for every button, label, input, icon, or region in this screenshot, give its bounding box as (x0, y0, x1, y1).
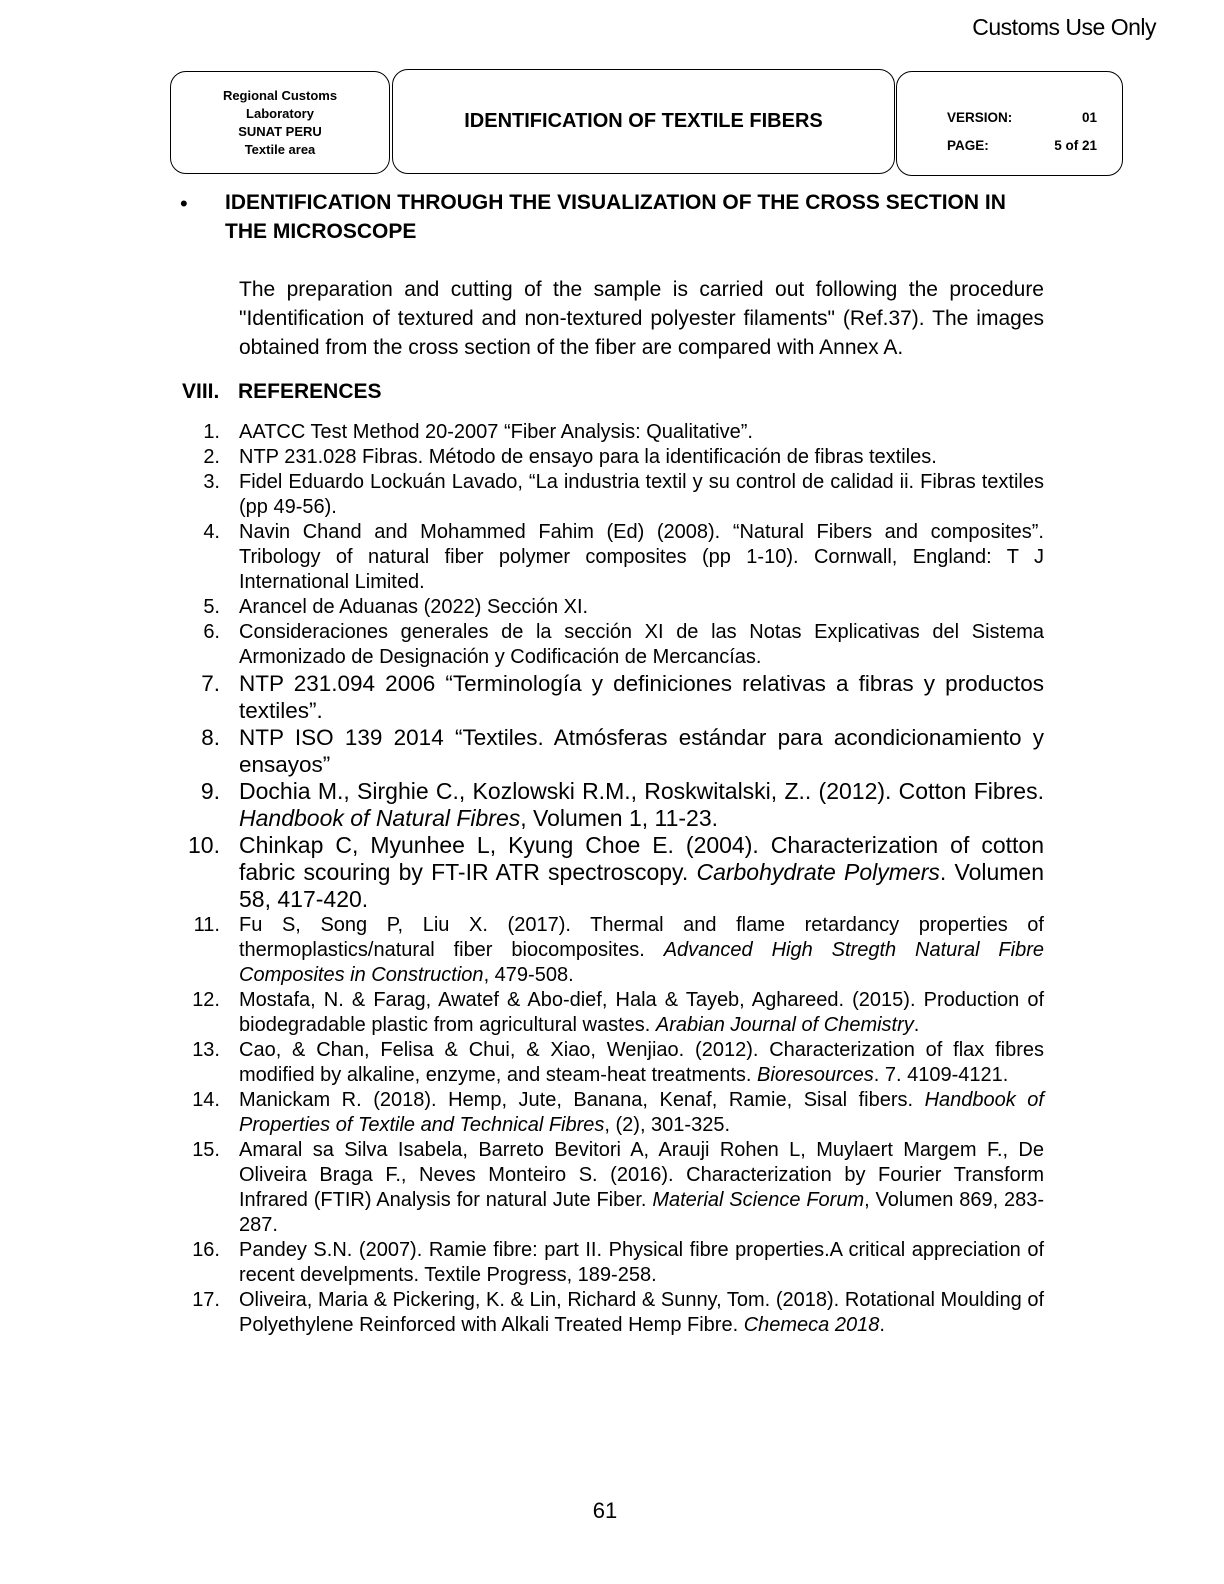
version-page-box (896, 71, 1123, 176)
reference-item (180, 724, 1044, 778)
reference-source-title: Handbook of Natural Fibres (239, 805, 521, 831)
reference-number: 12. (192, 989, 220, 1011)
reference-text: , Volumen 1, 11-23. (520, 805, 719, 831)
reference-text: . (879, 1314, 885, 1336)
version-label: VERSION: (947, 110, 1013, 125)
version-value: 01 (1081, 110, 1097, 125)
reference-item (180, 1088, 1044, 1138)
reference-item (180, 1238, 1044, 1288)
reference-number: 4. (203, 521, 220, 543)
reference-source-title: Carbohydrate Polymers (696, 859, 940, 885)
section-title: IDENTIFICATION THROUGH THE VISUALIZATION OF THE CROSS SECTION IN THE MICROSCOPE (225, 191, 1006, 243)
reference-source-title: Material Science Forum (652, 1189, 865, 1211)
reference-item (180, 520, 1044, 595)
reference-text: Oliveira, Maria & Pickering, K. & Lin, Richard & Sunny, Tom. (2018). Rotational Moulding of Polyethylene Reinforced with Alkali Treated Hemp Fibre. (239, 1289, 1044, 1336)
lab-line: Textile area (244, 141, 316, 157)
reference-text: NTP 231.094 2006 “Terminología y definiciones relativas a fibras y productos textiles”. (239, 671, 1044, 723)
lab-line: Regional Customs (222, 87, 338, 103)
lab-info-box (170, 71, 390, 174)
reference-text: Arancel de Aduanas (2022) Sección XI. (239, 596, 589, 618)
reference-number: 1. (203, 421, 220, 443)
reference-number: 14. (192, 1089, 220, 1111)
reference-text: NTP 231.028 Fibras. Método de ensayo para la identificación de fibras textiles. (239, 446, 937, 468)
reference-text: Amaral sa Silva Isabela, Barreto Bevitori A, Arauji Rohen L, Muylaert Margem F., De Oliveira Braga F., Neves Monteiro S. (2016). Characterization by Fourier Transform Infrared (FTIR) Analysis for natural Jute Fiber. (239, 1139, 1044, 1211)
reference-number: 11. (193, 914, 220, 936)
reference-text: . Volumen 58, 417-420. (239, 859, 1044, 912)
reference-text: Pandey S.N. (2007). Ramie fibre: part II. Physical fibre properties.A critical appreciation of recent develpments. Textile Progress, 189-258. (239, 1239, 1044, 1286)
reference-number: 16. (192, 1239, 220, 1261)
reference-number: 13. (192, 1039, 220, 1061)
cross-section-paragraph: The preparation and cutting of the sample is carried out following the procedure "Identification of textured and non-textured polyester filaments" (Ref.37). The images obtained from the cross section of the fiber are compared with Annex A. (239, 278, 1044, 359)
reference-item (180, 1288, 1044, 1338)
document-title-box (392, 69, 895, 174)
reference-text: . 7. 4109-4121. (873, 1064, 1009, 1086)
reference-item (180, 670, 1044, 724)
lab-line: Laboratory (246, 105, 314, 121)
reference-item (180, 620, 1044, 670)
reference-item (180, 1038, 1044, 1088)
reference-item (180, 913, 1044, 988)
reference-item (180, 470, 1044, 520)
reference-list (180, 420, 1044, 1338)
reference-text: Navin Chand and Mohammed Fahim (Ed) (2008). “Natural Fibers and composites”. Tribology of natural fiber polymer composites (pp 1-10). Cornwall, England: T J International Limited. (239, 521, 1044, 593)
reference-number: 15. (192, 1139, 220, 1161)
reference-item (180, 420, 1044, 445)
reference-item (180, 595, 1044, 620)
reference-number: 2. (203, 446, 220, 468)
section-heading-text: REFERENCES (238, 380, 382, 403)
customs-use-label: Customs Use Only (972, 14, 1156, 40)
reference-text: , Volumen 869, 283-287. (239, 1189, 1045, 1236)
reference-number: 17. (192, 1289, 220, 1311)
reference-item (180, 988, 1044, 1038)
reference-number: 5. (203, 596, 220, 618)
reference-text: , 479-508. (483, 964, 574, 986)
reference-source-title: Handbook of Properties of Textile and Technical Fibres (239, 1089, 1044, 1136)
reference-number: 9. (200, 778, 220, 804)
bullet-icon: • (180, 191, 188, 216)
reference-item (180, 1138, 1044, 1238)
lab-line: SUNAT PERU (238, 123, 322, 139)
reference-text: Fu S, Song P, Liu X. (2017). Thermal and flame retardancy properties of thermoplastics/natural fiber biocomposites. (239, 914, 1044, 961)
reference-number: 7. (201, 671, 220, 696)
reference-number: 3. (203, 471, 220, 493)
reference-text: Mostafa, N. & Farag, Awatef & Abo-dief, Hala & Tayeb, Aghareed. (2015). Production of biodegradable plastic from agricultural wastes. (239, 989, 1044, 1036)
reference-text: , (2), 301-325. (604, 1114, 731, 1136)
reference-item (180, 778, 1044, 832)
reference-source-title: Advanced High Stregth Natural Fibre Composites in Construction (239, 939, 1045, 986)
reference-source-title: Bioresources (757, 1064, 874, 1086)
cross-section-heading (180, 188, 1050, 246)
version-row (947, 110, 1097, 125)
reference-number: 10. (188, 832, 220, 858)
page-label: PAGE: (947, 138, 989, 153)
reference-text: NTP ISO 139 2014 “Textiles. Atmósferas estándar para acondicionamiento y ensayos” (239, 725, 1044, 777)
reference-text: AATCC Test Method 20-2007 “Fiber Analysis: Qualitative”. (239, 421, 753, 443)
reference-text: Consideraciones generales de la sección XI de las Notas Explicativas del Sistema Armonizado de Designación y Codificación de Mercancías. (239, 621, 1044, 668)
page-number: 61 (592, 1498, 618, 1523)
reference-text: . (913, 1014, 920, 1036)
reference-text: Fidel Eduardo Lockuán Lavado, “La industria textil y su control de calidad ii. Fibras textiles (pp 49-56). (239, 471, 1044, 518)
page-value: 5 of 21 (1054, 138, 1097, 153)
reference-text: Cao, & Chan, Felisa & Chui, & Xiao, Wenjiao. (2012). Characterization of flax fibres modified by alkaline, enzyme, and steam-heat treatments. (239, 1039, 1044, 1086)
reference-number: 8. (201, 725, 220, 750)
reference-item (180, 832, 1044, 913)
reference-source-title: Arabian Journal of Chemistry (655, 1014, 914, 1036)
reference-source-title: Chemeca 2018 (743, 1314, 880, 1336)
section-number: VIII. (182, 380, 220, 403)
document-title: IDENTIFICATION OF TEXTILE FIBERS (464, 110, 823, 132)
reference-text: Manickam R. (2018). Hemp, Jute, Banana, Kenaf, Ramie, Sisal fibers. (239, 1089, 925, 1111)
reference-text: Dochia M., Sirghie C., Kozlowski R.M., Roskwitalski, Z.. (2012). Cotton Fibres. (239, 778, 1044, 804)
reference-item (180, 445, 1044, 470)
page-row (947, 138, 1097, 153)
reference-number: 6. (203, 621, 220, 643)
reference-text: Chinkap C, Myunhee L, Kyung Choe E. (2004). Characterization of cotton fabric scouring by FT-IR ATR spectroscopy. (239, 832, 1044, 885)
references-heading (182, 380, 382, 404)
